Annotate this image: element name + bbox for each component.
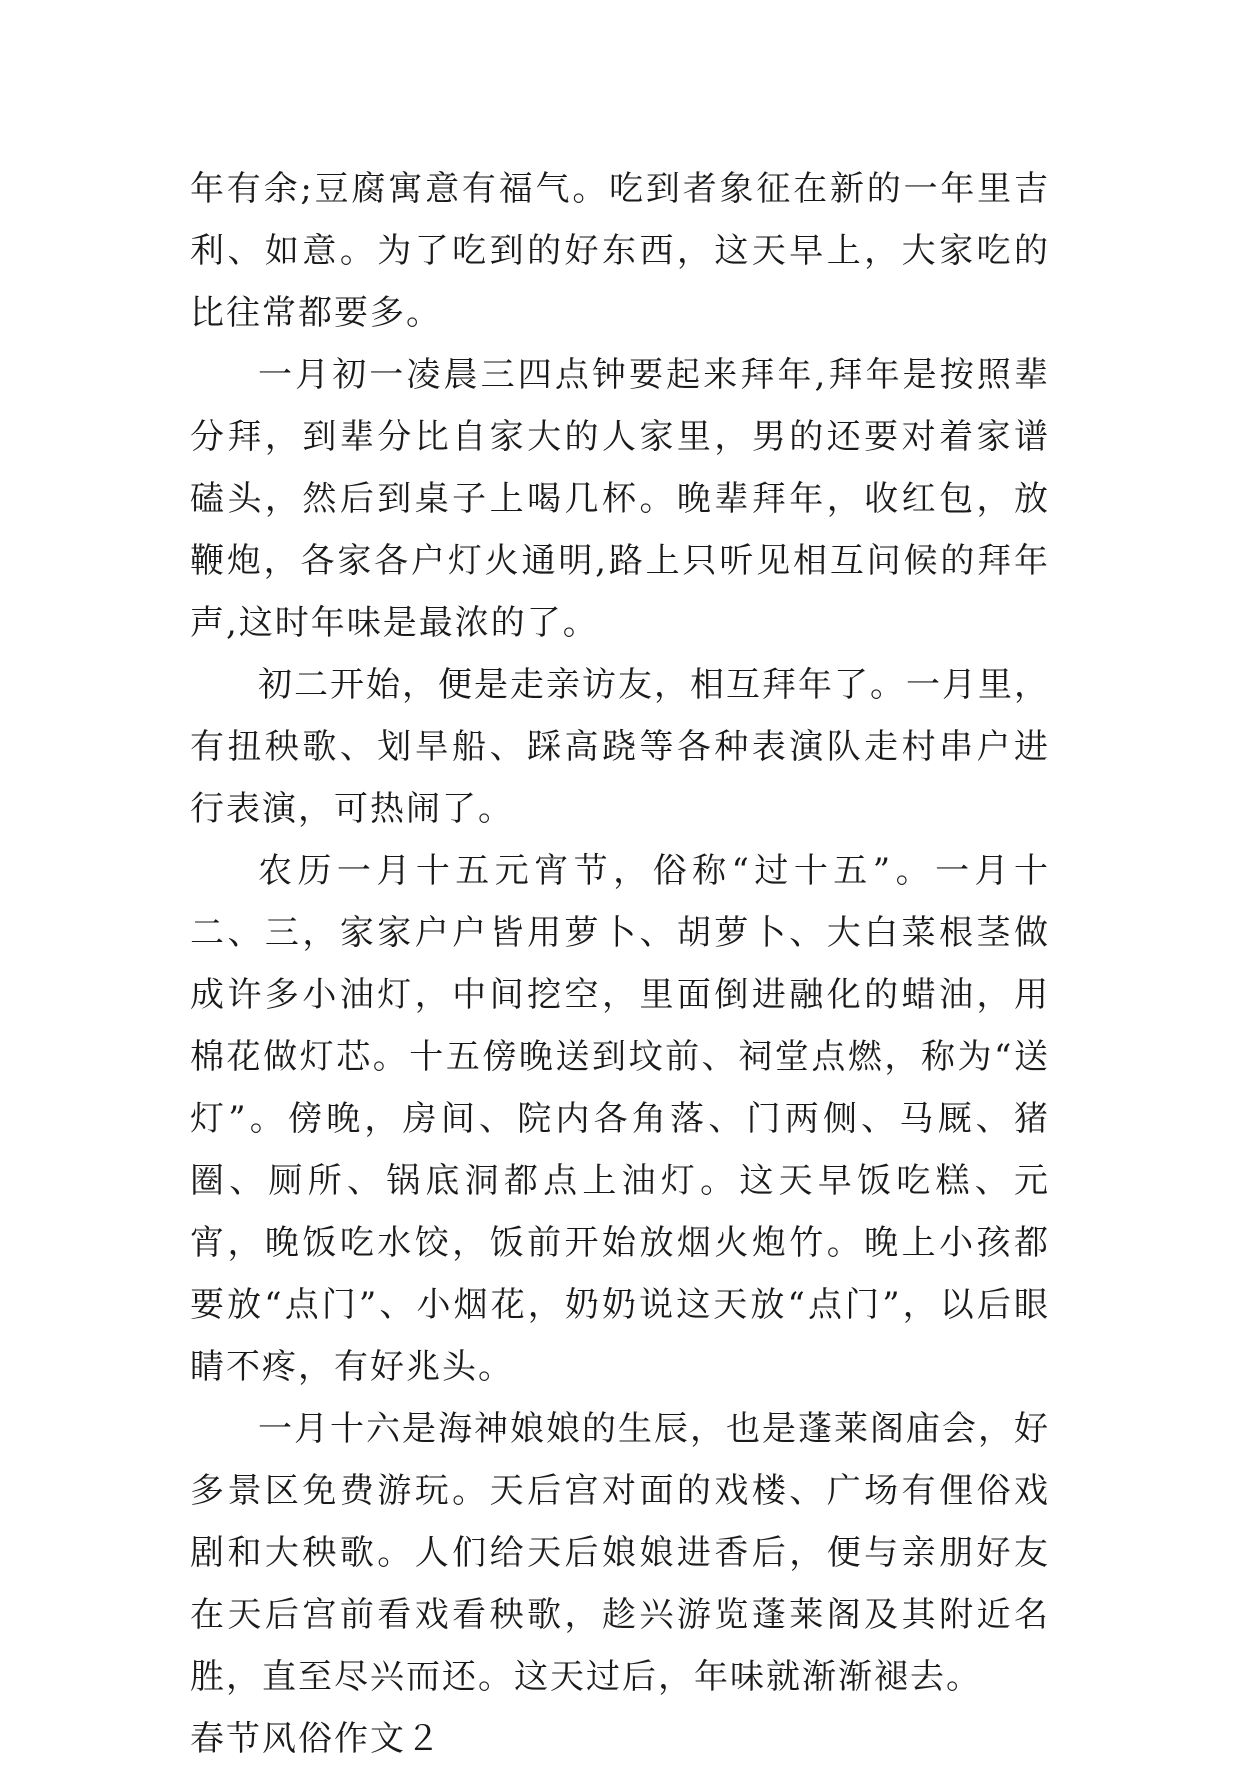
paragraph-1: 年有余;豆腐寓意有福气。吃到者象征在新的一年里吉利、如意。为了吃到的好东西，这天早上，大家吃的比往常都要多。 — [190, 169, 1050, 333]
document-body — [190, 158, 1050, 1770]
section-heading: 春节风俗作文２ — [190, 1719, 442, 1759]
paragraph-3: 初二开始，便是走亲访友，相互拜年了。一月里，有扭秧歌、划旱船、踩高跷等各种表演队走村串户进行表演，可热闹了。 — [190, 665, 1050, 829]
paragraph-2: 一月初一凌晨三四点钟要起来拜年,拜年是按照辈分拜，到辈分比自家大的人家里，男的还要对着家谱磕头，然后到桌子上喝几杯。晚辈拜年，收红包，放鞭炮，各家各户灯火通明,路上只听见相互问候的拜年声,这时年味是最浓的了。 — [190, 355, 1050, 643]
paragraph-4: 农历一月十五元宵节，俗称“过十五”。一月十二、三，家家户户皆用萝卜、胡萝卜、大白菜根茎做成许多小油灯，中间挖空，里面倒进融化的蜡油，用棉花做灯芯。十五傍晚送到坟前、祠堂点燃，称为“送灯”。傍晚，房间、院内各角落、门两侧、马厩、猪圈、厕所、锅底洞都点上油灯。这天早饭吃糕、元宵，晚饭吃水饺，饭前开始放烟火炮竹。晚上小孩都要放“点门”、小烟花，奶奶说这天放“点门”，以后眼睛不疼，有好兆头。 — [190, 851, 1050, 1387]
paragraph-5: 一月十六是海神娘娘的生辰，也是蓬莱阁庙会，好多景区免费游玩。天后宫对面的戏楼、广场有俚俗戏剧和大秧歌。人们给天后娘娘进香后，便与亲朋好友在天后宫前看戏看秧歌，趁兴游览蓬莱阁及其附近名胜，直至尽兴而还。这天过后，年味就渐渐褪去。 — [190, 1409, 1050, 1697]
